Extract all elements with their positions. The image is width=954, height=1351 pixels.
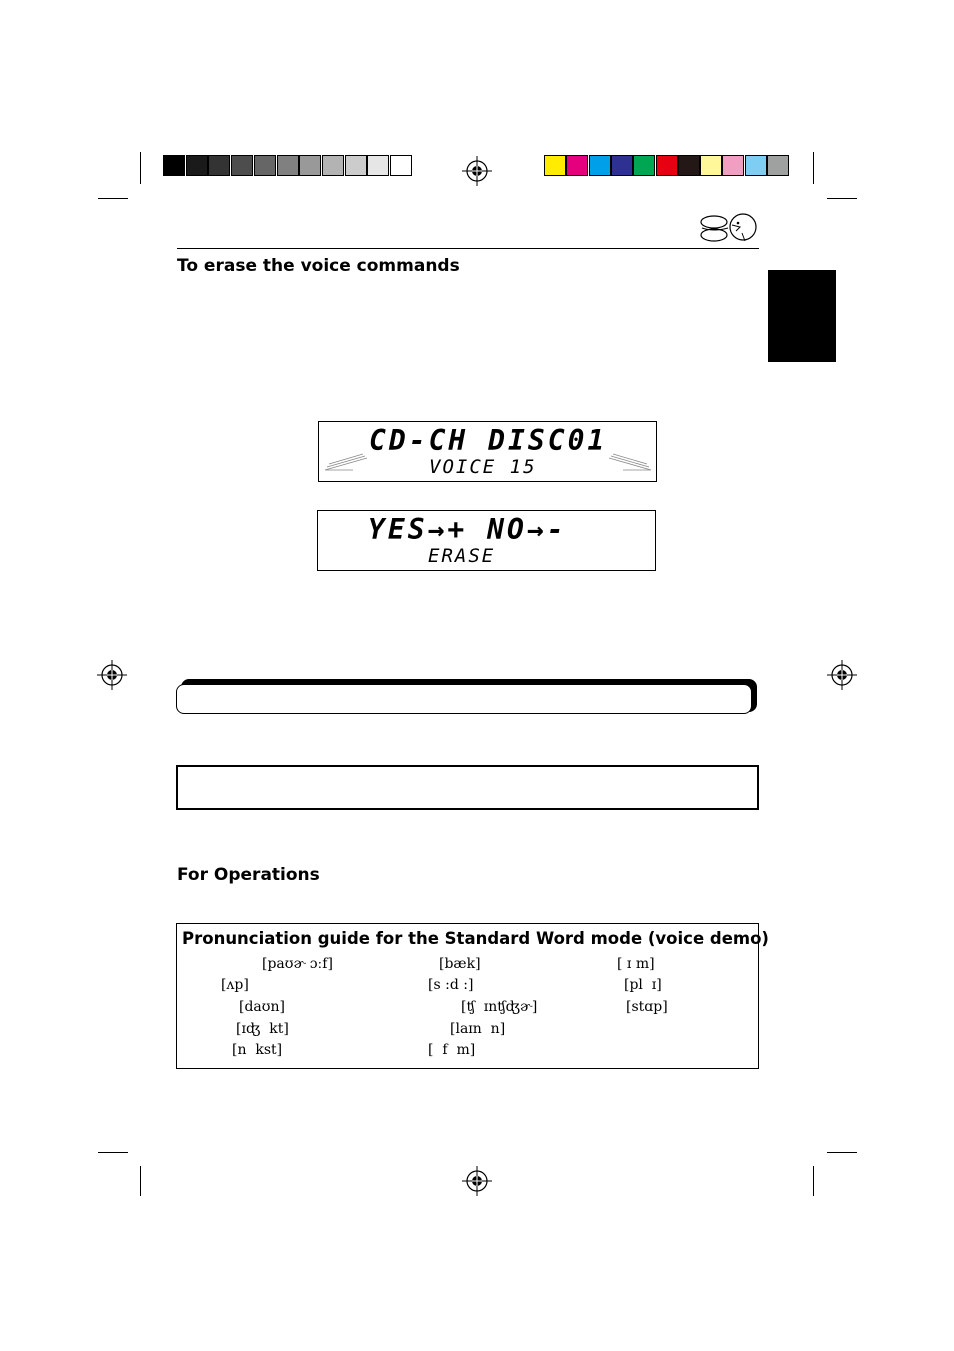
crop-mark [140,152,141,184]
lcd-display-erase [317,510,656,571]
header-rule [177,248,759,249]
lcd-sub-text: VOICE 15 [429,456,537,478]
ipa-entry: [stɑp] [626,999,668,1015]
grayscale-swatch [367,155,389,176]
grayscale-swatch [254,155,276,176]
ipa-entry: [pl ɪ] [624,977,662,993]
crop-mark [98,198,128,199]
ipa-entry: [ɪʤ kt] [236,1021,289,1037]
registration-mark-icon [462,156,492,186]
grayscale-swatch [186,155,208,176]
lcd-decoration-left [323,450,369,472]
ipa-entry: [s :d :] [428,977,474,993]
ipa-entry: [ʧ ɪnʧʤɚ] [461,999,538,1015]
section-title: To erase the voice commands [177,256,460,276]
ipa-entry: [ʌp] [221,977,249,993]
pronunciation-guide-title: Pronunciation guide for the Standard Word mode (voice demo) [182,929,769,948]
registration-mark-icon [827,660,857,690]
grayscale-swatch [299,155,321,176]
ipa-entry: [laɪn n] [450,1021,506,1037]
language-side-tab [768,270,836,362]
process-color-swatch [700,155,722,176]
registration-mark-icon [97,660,127,690]
process-color-swatch [745,155,767,176]
process-color-swatch [656,155,678,176]
ipa-entry: [ f m] [428,1042,476,1058]
lcd-sub-text: ERASE [428,545,496,567]
ipa-entry: [daʊn] [239,999,285,1015]
ipa-entry: [bæk] [439,956,481,972]
grayscale-swatch [208,155,230,176]
crop-mark [813,152,814,184]
lcd-main-text: CD-CH DISC01 [369,424,608,457]
lcd-decoration-right [607,450,653,472]
voice-face-icon [698,211,760,245]
ipa-entry: [ ɪ m] [617,956,655,972]
process-color-swatch [544,155,566,176]
process-color-swatch [566,155,588,176]
process-color-swatch [633,155,655,176]
crop-mark [98,1152,128,1153]
crop-mark [813,1166,814,1196]
crop-mark [827,1152,857,1153]
crop-mark [827,198,857,199]
note-box [176,765,759,810]
grayscale-swatch [345,155,367,176]
registration-mark-icon [462,1166,492,1196]
lcd-main-text: YES→+ NO→- [368,513,567,546]
grayscale-swatch [163,155,185,176]
ipa-entry: [paʊɚ ɔːf] [262,956,333,972]
process-color-swatch [611,155,633,176]
operations-title: For Operations [177,865,320,885]
grayscale-swatch [390,155,412,176]
process-color-swatch [722,155,744,176]
crop-mark [140,1166,141,1196]
process-color-swatch [589,155,611,176]
banner-box [176,684,752,714]
process-color-swatch [678,155,700,176]
grayscale-swatch [277,155,299,176]
lcd-display-voice [318,421,657,482]
process-color-swatch [767,155,789,176]
grayscale-swatch [231,155,253,176]
grayscale-swatch [322,155,344,176]
ipa-entry: [n kst] [232,1042,283,1058]
